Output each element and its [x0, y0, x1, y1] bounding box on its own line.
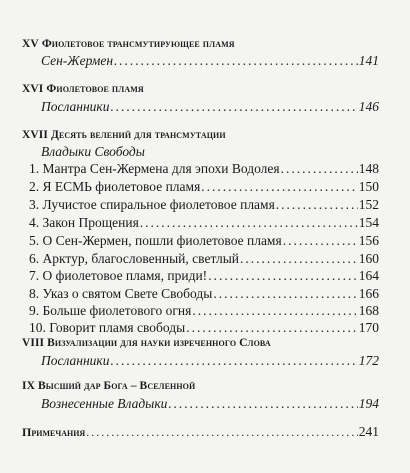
toc-entry: Вознесенные Владыки ..... 194	[41, 396, 379, 412]
toc-entry: 3. Лучистое спиральное фиолетовое пламя ..... 152	[29, 197, 379, 213]
section-heading-viii: VIII Визуализации для науки изреченного Слова	[22, 337, 271, 349]
toc-entry: 7. О фиолетовое пламя, приди! ..... 164	[29, 268, 379, 284]
section-heading-xvii: XVII Десять велений для трансмутации	[22, 129, 226, 141]
section-heading-xvi: XVI Фиолетовое пламя	[22, 83, 144, 95]
toc-entry-notes: Примечания ..... 241	[22, 424, 379, 440]
toc-entry: Посланники ..... 146	[41, 99, 379, 115]
toc-entry: 5. О Сен-Жермен, пошли фиолетовое пламя ..... 156	[29, 233, 379, 249]
toc-entry: 10. Говорит пламя свободы ..... 170	[29, 320, 379, 336]
toc-entry: 8. Указ о святом Свете Свободы ..... 166	[29, 286, 379, 302]
section-heading-ix: IX Высший дар Бога – Вселенной	[22, 380, 196, 392]
toc-entry: 2. Я ЕСМЬ фиолетовое пламя ..... 150	[29, 179, 379, 195]
toc-entry: Сен-Жермен ..... 141	[41, 53, 379, 69]
section-heading-xv: XV Фиолетовое трансмутирующее пламя	[22, 38, 235, 50]
toc-entry: 6. Арктур, благословенный, светлый ..... 160	[29, 251, 379, 267]
section-subtitle: Владыки Свободы	[41, 144, 145, 159]
toc-entry: Посланники ..... 172	[41, 353, 379, 369]
toc-entry: 9. Больше фиолетового огня ..... 168	[29, 303, 379, 319]
toc-entry: 4. Закон Прощения ..... 154	[29, 215, 379, 231]
toc-entry: 1. Мантра Сен-Жермена для эпохи Водолея ..... 148	[29, 161, 379, 177]
